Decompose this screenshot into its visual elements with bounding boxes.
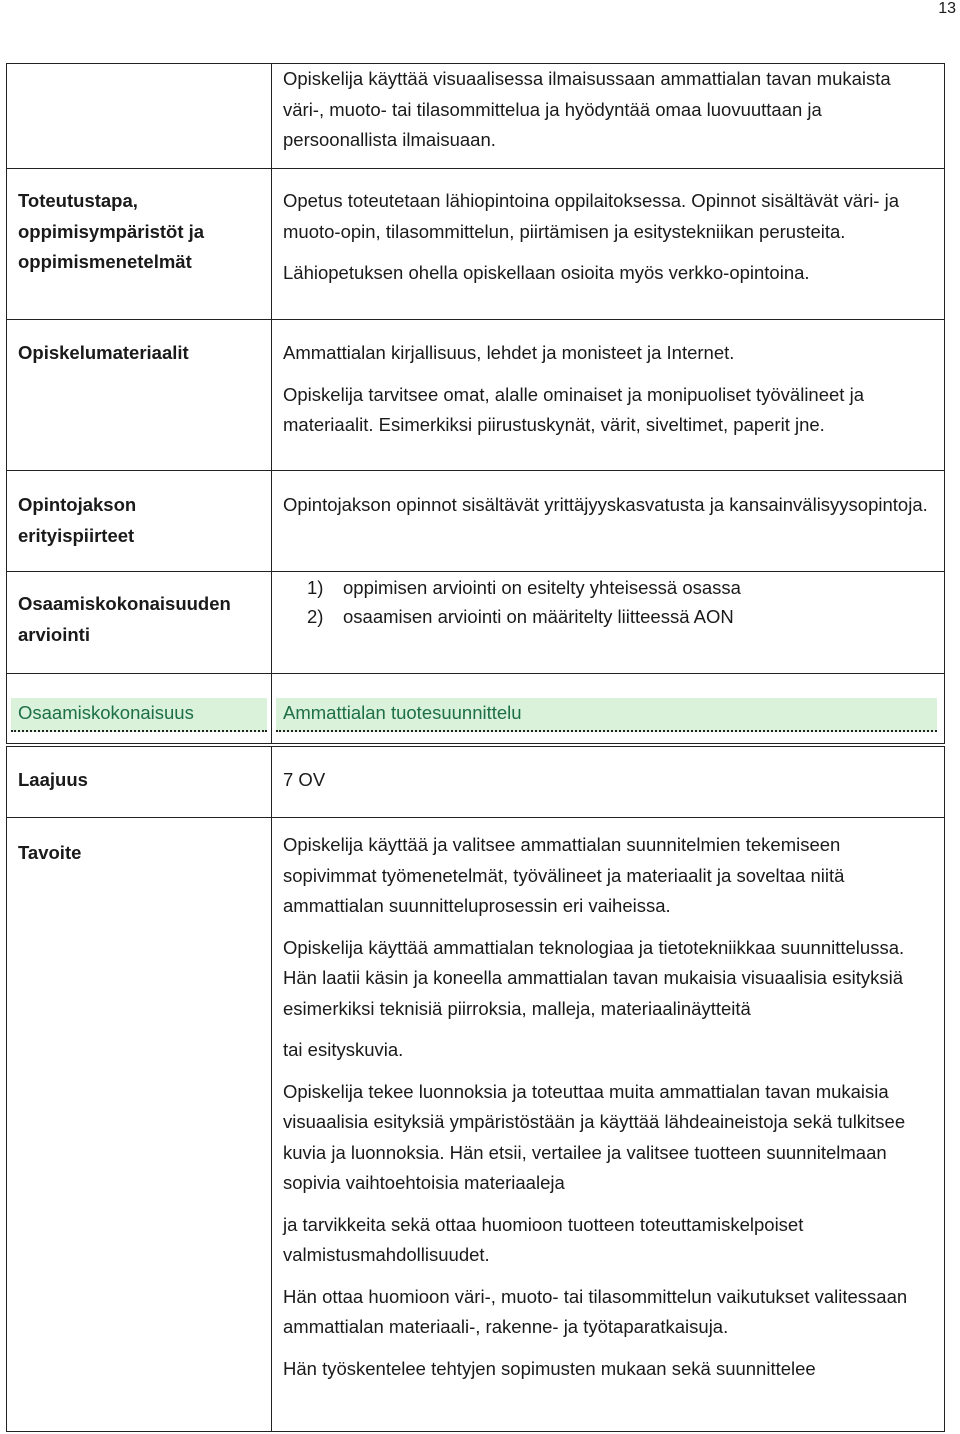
row-label xyxy=(6,169,272,320)
label-text: Opiskelumateriaalit xyxy=(18,342,189,363)
row-value xyxy=(272,63,945,169)
label-text: Laajuus xyxy=(18,769,88,790)
row-toteutustapa xyxy=(6,169,945,320)
row-visual-expression xyxy=(6,63,945,169)
tavoite-paragraph: tai esityskuvia. xyxy=(283,1039,404,1060)
row-value xyxy=(272,169,945,320)
label-line: Opintojakson xyxy=(18,494,137,515)
tavoite-paragraph: Opiskelija tekee luonnoksia ja toteuttaa muita ammattialan tavan mukaisia visuaalisia esityksiä ympäristöstään ja käyttää lähdeaineistoja sekä tulkitsee kuvia ja luonnoksia. Hän etsii, vertailee ja valitsee tuotteen suunnitelmaan sopivia vaihtoehtoisia materiaaleja xyxy=(283,1080,906,1193)
erityispiirteet-text: Opintojakson opinnot sisältävät yrittäjyyskasvatusta ja kansainvälisyysopintoja. xyxy=(283,494,928,515)
row-label xyxy=(6,818,272,1432)
row-value xyxy=(272,471,945,572)
list-item xyxy=(283,602,934,631)
row-label xyxy=(6,572,272,674)
list-item xyxy=(283,573,934,602)
materiaalit-paragraph: Ammattialan kirjallisuus, lehdet ja monisteet ja Internet. xyxy=(283,342,735,363)
row-tavoite xyxy=(6,818,945,1432)
tavoite-paragraph: ja tarvikkeita sekä ottaa huomioon tuotteen toteuttamiskelpoiset valmistusmahdollisuudet. xyxy=(283,1213,804,1265)
osaamiskokonaisuus-label xyxy=(11,698,267,732)
list-text: oppimisen arviointi on esitelty yhteisessä osassa xyxy=(343,577,741,598)
list-number: 1) xyxy=(307,577,324,598)
arviointi-list xyxy=(283,573,934,631)
label-text: Osaamiskokonaisuus xyxy=(18,702,194,723)
toteutus-paragraph: Opetus toteutetaan lähiopintoina oppilaitoksessa. Opinnot sisältävät väri- ja muoto-opin, tilasommittelun, piirtämisen ja esitystekniikan perusteita. xyxy=(283,190,900,242)
tavoite-paragraph: Hän työskentelee tehtyjen sopimusten mukaan sekä suunnittelee xyxy=(283,1357,816,1379)
row-opiskelumateriaalit xyxy=(6,320,945,471)
row-value xyxy=(272,674,945,744)
curriculum-table xyxy=(6,63,945,1432)
osaamiskokonaisuus-value xyxy=(276,698,937,732)
tavoite-paragraph: Hän ottaa huomioon väri-, muoto- tai tilasommittelun vaikutukset valitessaan ammattialan materiaali-, rakenne- ja työtaparatkaisuja. xyxy=(283,1285,908,1337)
page-number: 13 xyxy=(938,0,956,17)
row-label xyxy=(6,747,272,818)
list-text: osaamisen arviointi on määritelty liitteessä AON xyxy=(343,606,734,627)
visual-expression-text: Opiskelija käyttää visuaalisessa ilmaisussaan ammattialan tavan mukaista väri-, muoto- tai tilasommittelua ja hyödyntää omaa luovuuttaan ja persoonallista ilmaisuaan. xyxy=(283,68,891,150)
row-value xyxy=(272,747,945,818)
row-label xyxy=(6,674,272,744)
row-value xyxy=(272,320,945,471)
label-line: oppimismenetelmät xyxy=(18,251,192,272)
row-label-empty xyxy=(6,63,272,169)
row-arviointi xyxy=(6,572,945,674)
row-laajuus xyxy=(6,746,945,818)
materiaalit-paragraph: Opiskelija tarvitsee omat, alalle ominaiset ja monipuoliset työvälineet ja materiaalit. Esimerkiksi piirustuskynät, värit, siveltimet, paperit jne. xyxy=(283,383,864,435)
label-line: Osaamiskokonaisuuden xyxy=(18,593,231,614)
row-erityispiirteet xyxy=(6,471,945,572)
toteutus-paragraph: Lähiopetuksen ohella opiskellaan osioita myös verkko-opintoina. xyxy=(283,262,810,283)
row-label xyxy=(6,471,272,572)
value-text: Ammattialan tuotesuunnittelu xyxy=(283,702,522,723)
laajuus-value: 7 OV xyxy=(283,769,326,790)
list-number: 2) xyxy=(307,606,324,627)
tavoite-paragraph: Opiskelija käyttää ammattialan teknologiaa ja tietotekniikkaa suunnittelussa. Hän laatii käsin ja koneella ammattialan tavan mukaisia visuaalisia esityksiä esimerkiksi teknisiä piirroksia, malleja, materiaalinäytteitä xyxy=(283,936,905,1019)
tavoite-paragraph: Opiskelija käyttää ja valitsee ammattialan suunnitelmien tekemiseen sopivimmat työmenetelmät, työvälineet ja materiaalit ja soveltaa niitä ammattialan suunnitteluprosessin eri vaiheissa. xyxy=(283,834,845,916)
label-line: erityispiirteet xyxy=(18,524,135,546)
row-label xyxy=(6,320,272,471)
row-value xyxy=(272,818,945,1432)
label-text: Tavoite xyxy=(18,842,82,863)
label-line: oppimisympäristöt ja xyxy=(18,220,205,242)
label-line: arviointi xyxy=(18,623,90,645)
row-value xyxy=(272,572,945,674)
label-line: Toteutustapa, xyxy=(18,190,138,211)
row-osaamiskokonaisuus xyxy=(6,674,945,744)
